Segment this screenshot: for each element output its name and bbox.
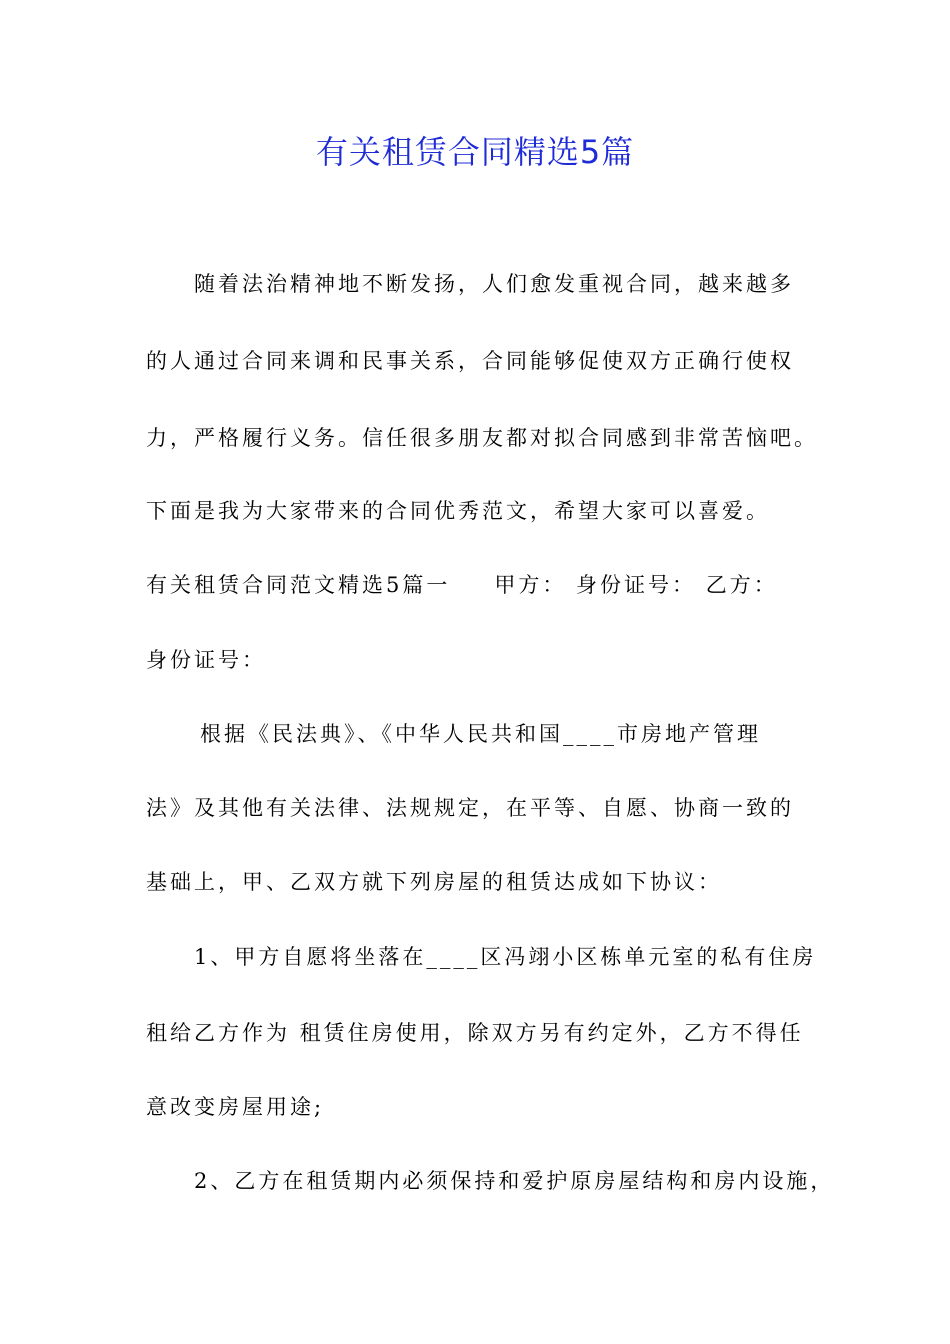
paragraph-line: 基础上，甲、乙双方就下列房屋的租赁达成如下协议： xyxy=(146,870,722,894)
id-number-label: 身份证号： xyxy=(146,648,266,672)
clause-line: 1、甲方自愿将坐落在____区冯翊小区栋单元室的私有住房 xyxy=(194,945,817,969)
section-heading-line xyxy=(146,569,778,601)
paragraph-line: 根据《民法典》、《中华人民共和国____市房地产管理 xyxy=(200,722,761,746)
clause-line: 2、乙方在租赁期内必须保持和爱护原房屋结构和房内设施， xyxy=(194,1169,835,1193)
section-heading: 有关租赁合同范文精选5篇一 xyxy=(146,573,451,597)
document-title: 有关租赁合同精选5篇 xyxy=(315,133,635,171)
clause-line: 租给乙方作为 租赁住房使用，除双方另有约定外，乙方不得任 xyxy=(146,1021,804,1045)
party-fields: 甲方： 身份证号： 乙方： xyxy=(494,573,778,597)
paragraph-line: 力，严格履行义务。信任很多朋友都对拟合同感到非常苦恼吧。 xyxy=(146,426,818,450)
paragraph-line: 法》及其他有关法律、法规规定，在平等、自愿、协商一致的 xyxy=(146,796,794,820)
paragraph-line: 的人通过合同来调和民事关系，合同能够促使双方正确行使权 xyxy=(146,349,794,373)
paragraph-line: 下面是我为大家带来的合同优秀范文，希望大家可以喜爱。 xyxy=(146,499,770,523)
paragraph-line: 随着法治精神地不断发扬，人们愈发重视合同，越来越多 xyxy=(194,272,794,296)
clause-line: 意改变房屋用途; xyxy=(146,1095,325,1119)
